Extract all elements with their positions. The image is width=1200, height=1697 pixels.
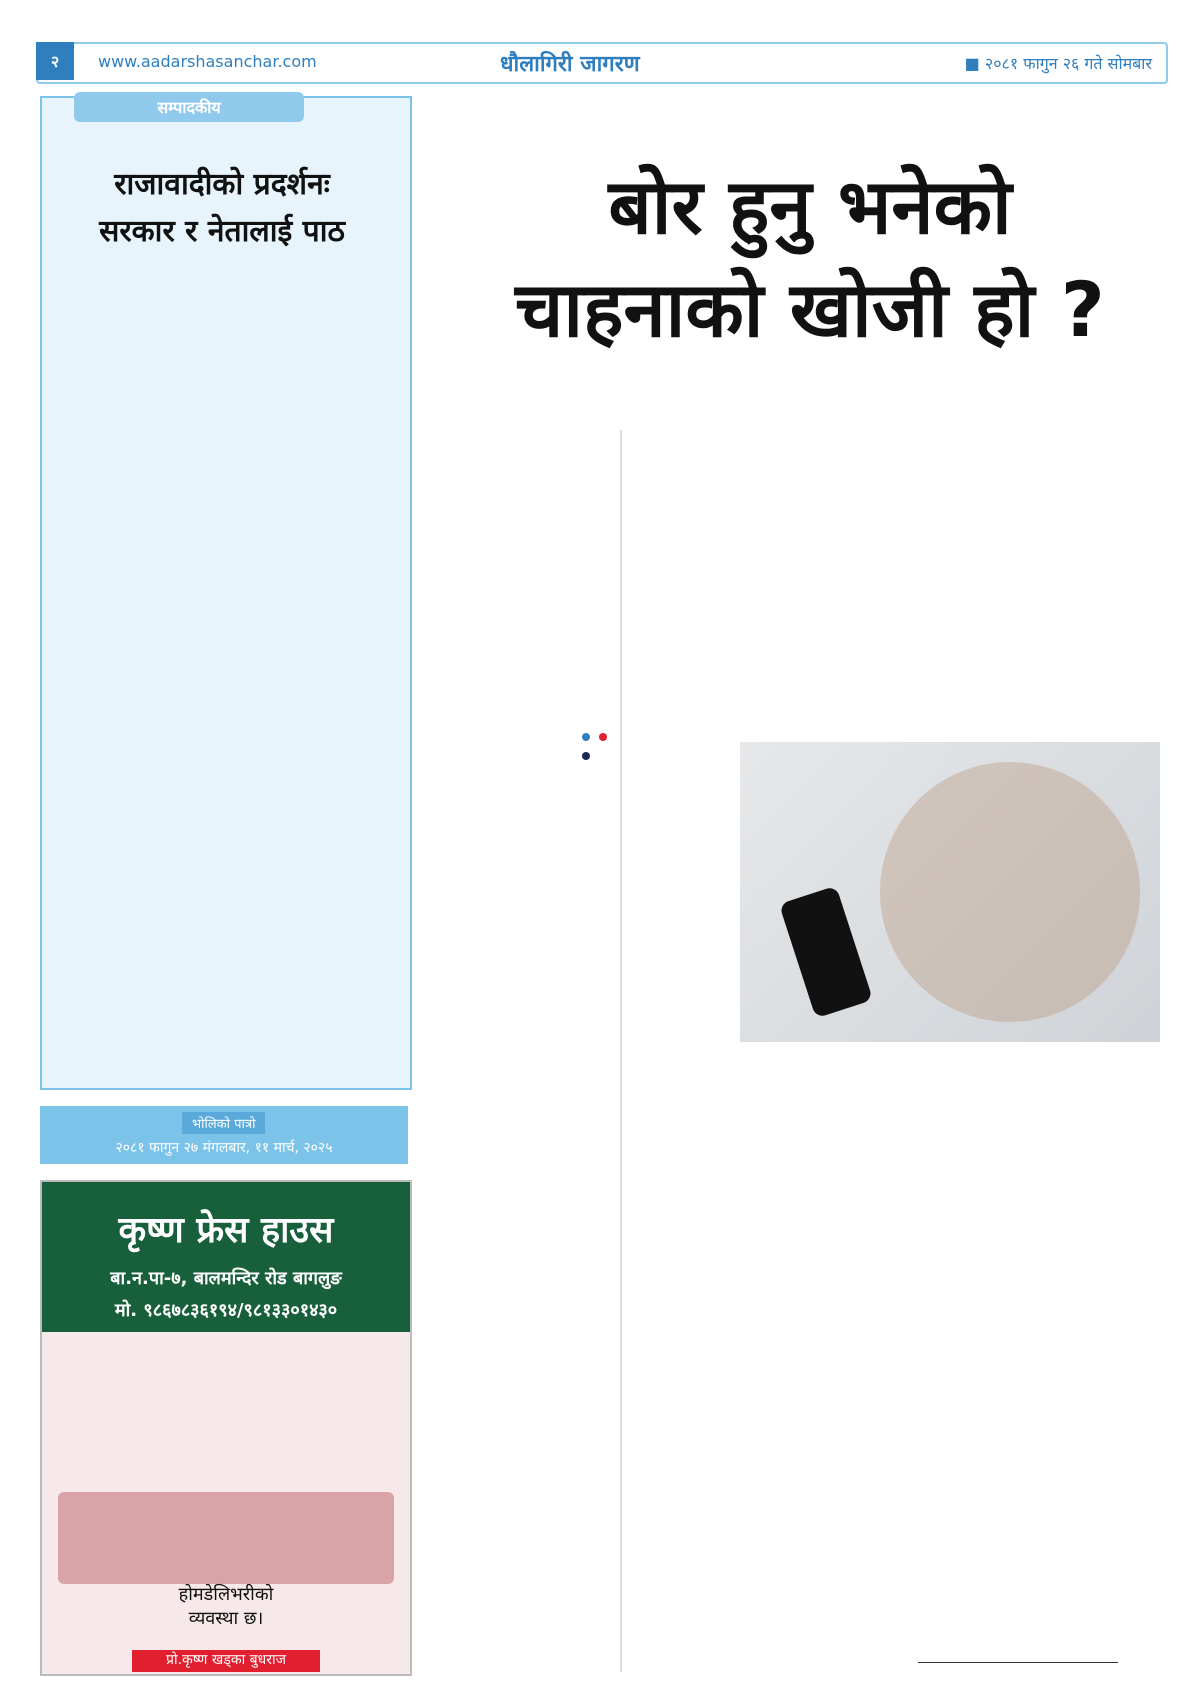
editorial-title (62, 162, 382, 255)
ad-phone: मो. ९८६७८३६१९४/९८१३३०१४३० (114, 1300, 338, 1321)
tomorrow-box (40, 1106, 408, 1164)
editorial-title-line-2: सरकार र नेतालाई पाठ (99, 213, 345, 249)
site-url[interactable]: www.aadarshasanchar.com (98, 52, 317, 71)
ad-image (58, 1492, 394, 1584)
issue-date: ■ २०८१ फागुन २६ गते सोमबार (964, 54, 1152, 73)
article-column-1 (628, 426, 908, 1666)
tomorrow-label: भोलिको पात्रो (182, 1112, 265, 1134)
ad-header (42, 1182, 410, 1332)
article-headline (460, 156, 1160, 361)
headline-line-1: बोर हुनु भनेको (608, 162, 1012, 251)
dot-red (599, 733, 607, 741)
ad-name: कृष्ण फ्रेस हाउस (118, 1210, 334, 1251)
column-rule (620, 430, 622, 1672)
dot-navy (582, 752, 590, 760)
editorial-badge: सम्पादकीय (74, 92, 304, 122)
continuation-rule (918, 1662, 1118, 1663)
ad-promo: होमडेलिभरीको व्यवस्था छ। (178, 1584, 274, 1629)
editorial-body (60, 276, 382, 1046)
article-column-2 (922, 426, 1172, 1666)
tomorrow-date: २०८१ फागुन २७ मंगलबार, ११ मार्च, २०२५ (115, 1140, 333, 1156)
editorial-title-line-1: राजावादीको प्रदर्शनः (114, 167, 330, 202)
ad-owner: प्रो.कृष्ण खड्का बुधराज (132, 1650, 320, 1672)
dot-blue (582, 733, 590, 741)
photo-phone (779, 886, 873, 1019)
page-number: २ (36, 42, 74, 80)
photo-person (880, 762, 1140, 1022)
article-photo (740, 742, 1160, 1042)
headline-line-2: चाहनाको खोजी हो ? (515, 264, 1105, 354)
ad-address: बा.न.पा-७, बालमन्दिर रोड बागलुङ (110, 1268, 342, 1289)
advertisement (40, 1180, 412, 1676)
pullquote-dots (582, 726, 616, 736)
masthead: धौलागिरी जागरण (500, 52, 640, 77)
